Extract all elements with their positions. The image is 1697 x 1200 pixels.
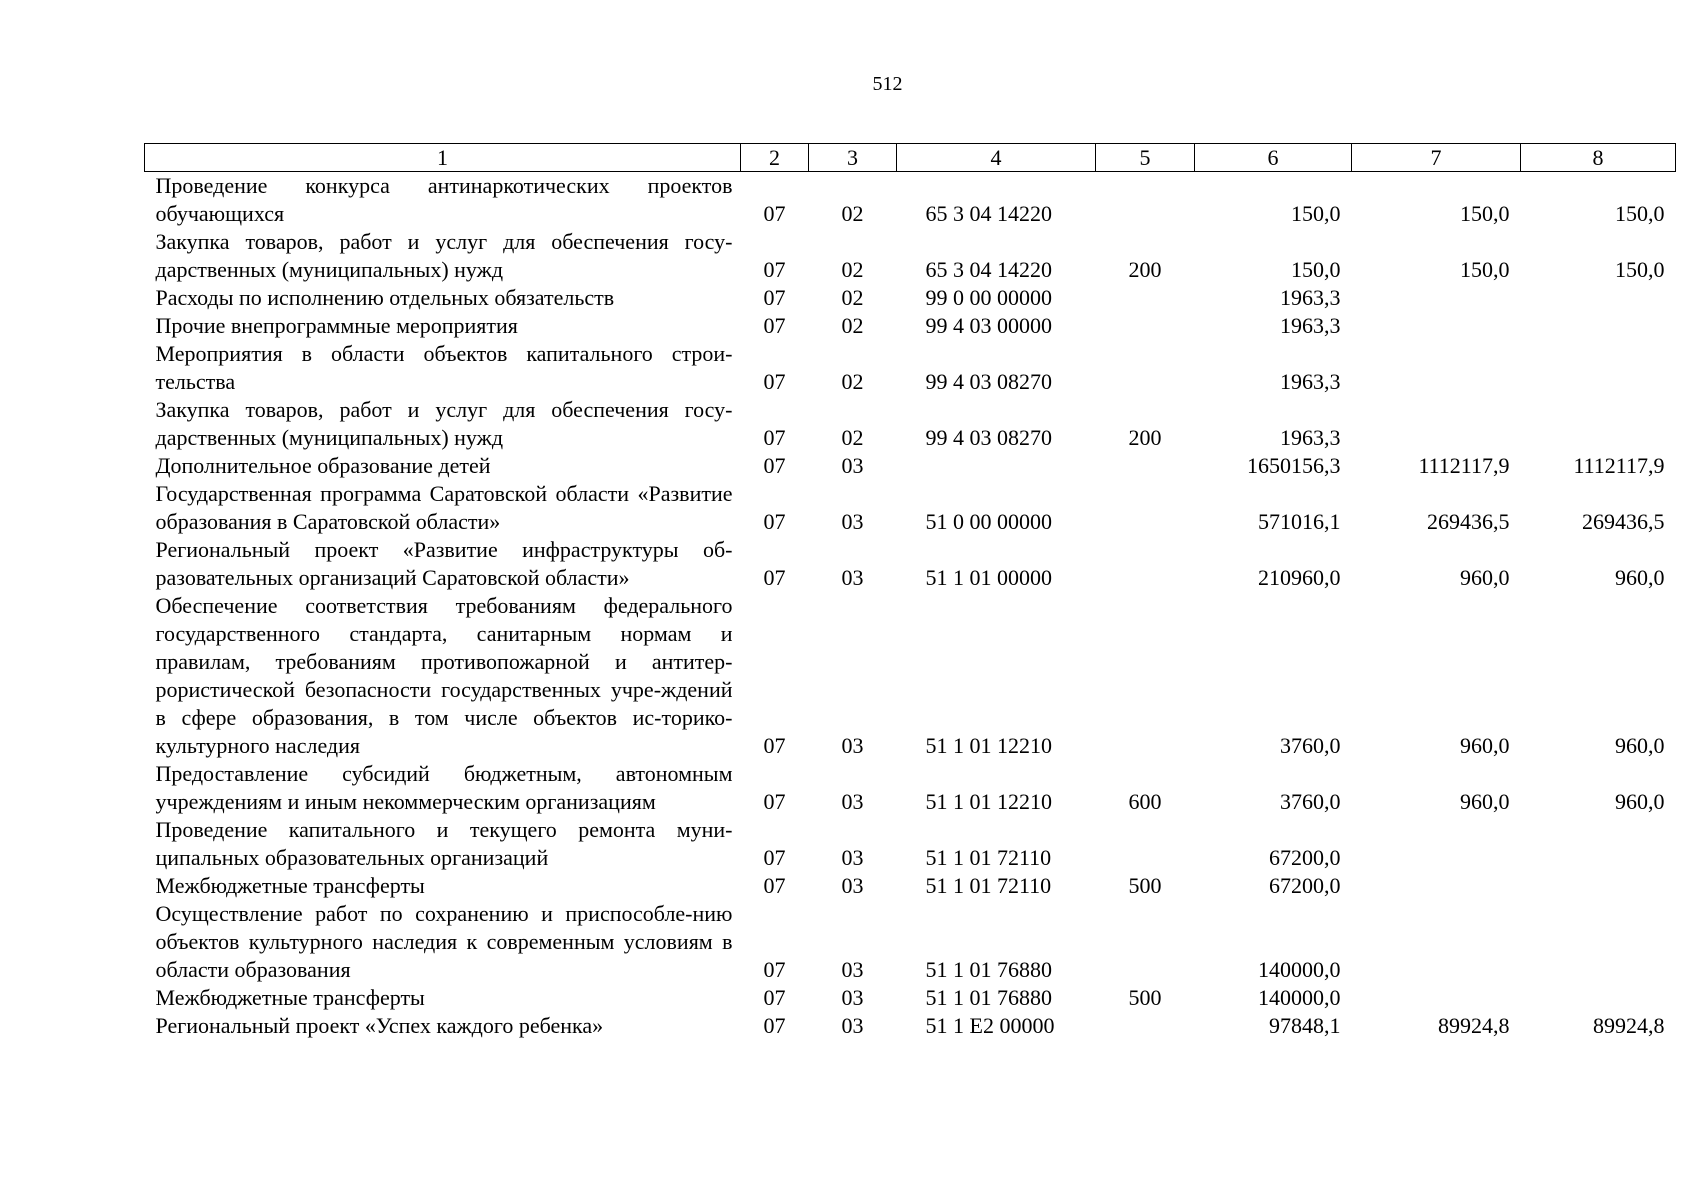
row-subsection: 03 [841,509,864,534]
row-subsection: 02 [841,257,864,282]
row-amount-8 [1521,396,1676,452]
row-target-article: 51 1 01 12210 [925,733,1052,758]
row-description: Закупка товаров, работ и услуг для обеспечения госу-дарственных (муниципальных) нужд [155,397,733,450]
row-expense-type [1096,536,1195,592]
row-amount-6: 67200,0 [1269,873,1341,898]
table-row [145,340,1676,396]
table-row [145,592,1676,760]
table-row [145,452,1676,480]
row-subsection: 02 [841,425,864,450]
row-subsection: 02 [841,369,864,394]
row-amount-7 [1352,284,1521,312]
row-section: 07 [763,201,786,226]
row-amount-8: 960,0 [1615,733,1665,758]
row-description: Межбюджетные трансферты [155,873,425,898]
row-amount-8: 150,0 [1615,201,1665,226]
header-col-1: 1 [145,144,741,172]
row-description: Осуществление работ по сохранению и приспособле-нию объектов культурного наследия к современным условиям в области образования [155,901,733,982]
row-section: 07 [763,509,786,534]
table-row [145,872,1676,900]
table-row [145,228,1676,284]
row-target-article: 51 1 E2 00000 [925,1013,1055,1038]
row-amount-8: 150,0 [1615,257,1665,282]
table-row [145,284,1676,312]
row-subsection: 03 [841,873,864,898]
row-amount-8 [1521,816,1676,872]
row-amount-6: 140000,0 [1258,957,1341,982]
row-amount-7: 150,0 [1460,201,1510,226]
row-section: 07 [763,985,786,1010]
row-subsection: 03 [841,1013,864,1038]
row-expense-type [1096,816,1195,872]
row-amount-6: 1963,3 [1280,425,1341,450]
row-amount-6: 571016,1 [1258,509,1341,534]
row-amount-8 [1521,340,1676,396]
table-header [145,144,1676,172]
row-amount-6: 67200,0 [1269,845,1341,870]
row-amount-8 [1521,984,1676,1012]
row-amount-6: 1963,3 [1280,285,1341,310]
row-target-article: 51 1 01 72110 [925,845,1052,870]
row-subsection: 03 [841,789,864,814]
row-expense-type: 600 [1128,789,1162,814]
row-subsection: 03 [841,985,864,1010]
row-expense-type [1096,312,1195,340]
row-amount-7 [1352,312,1521,340]
row-target-article: 51 1 01 72110 [925,873,1052,898]
row-amount-8: 89924,8 [1593,1013,1665,1038]
row-description: Проведение капитального и текущего ремонта муни-ципальных образовательных организаций [155,817,733,870]
row-amount-7 [1352,340,1521,396]
row-target-article: 99 4 03 08270 [925,425,1052,450]
row-section: 07 [763,453,786,478]
row-target-article: 65 3 04 14220 [925,257,1052,282]
row-amount-7 [1352,396,1521,452]
row-target-article: 51 1 01 76880 [925,985,1052,1010]
row-subsection: 03 [841,565,864,590]
row-expense-type: 200 [1128,257,1162,282]
row-target-article: 99 4 03 00000 [925,313,1052,338]
row-expense-type [1096,592,1195,760]
row-amount-8 [1521,312,1676,340]
row-description: Прочие внепрограммные мероприятия [155,313,518,338]
table-row [145,1012,1676,1040]
header-col-8: 8 [1521,144,1676,172]
table-row [145,536,1676,592]
row-subsection: 03 [841,733,864,758]
row-section: 07 [763,257,786,282]
row-description: Расходы по исполнению отдельных обязательств [155,285,615,310]
table-row [145,312,1676,340]
row-amount-7 [1352,984,1521,1012]
row-expense-type: 500 [1128,873,1162,898]
row-description: Региональный проект «Успех каждого ребенка» [155,1013,604,1038]
row-amount-8: 269436,5 [1582,509,1665,534]
row-expense-type: 200 [1128,425,1162,450]
header-col-7: 7 [1352,144,1521,172]
row-section: 07 [763,313,786,338]
row-section: 07 [763,957,786,982]
row-amount-6: 3760,0 [1280,733,1341,758]
row-description: Проведение конкурса антинаркотических проектов обучающихся [155,173,733,226]
row-section: 07 [763,425,786,450]
header-col-3: 3 [809,144,897,172]
row-amount-7: 150,0 [1460,257,1510,282]
row-target-article: 51 1 01 76880 [925,957,1052,982]
row-amount-6: 150,0 [1291,201,1341,226]
row-expense-type [1096,452,1195,480]
table-row [145,760,1676,816]
row-expense-type [1096,480,1195,536]
row-description: Мероприятия в области объектов капитального строи-тельства [155,341,733,394]
row-amount-8: 1112117,9 [1573,453,1665,478]
row-target-article: 65 3 04 14220 [925,201,1052,226]
row-amount-6: 140000,0 [1258,985,1341,1010]
table-row [145,396,1676,452]
row-amount-6: 1963,3 [1280,369,1341,394]
header-col-2: 2 [741,144,809,172]
row-subsection: 02 [841,313,864,338]
row-amount-6: 150,0 [1291,257,1341,282]
row-description: Региональный проект «Развитие инфраструктуры об-разовательных организаций Саратовской области» [155,537,733,590]
row-subsection: 03 [841,845,864,870]
budget-table [144,143,1676,1040]
table-row [145,900,1676,984]
table-body [145,172,1676,1041]
row-amount-7: 960,0 [1460,733,1510,758]
row-description: Предоставление субсидий бюджетным, автономным учреждениям и иным некоммерческим организациям [155,761,733,814]
row-amount-8 [1521,284,1676,312]
row-amount-7: 1112117,9 [1418,453,1510,478]
row-expense-type [1096,900,1195,984]
row-section: 07 [763,733,786,758]
row-amount-6: 1963,3 [1280,313,1341,338]
row-section: 07 [763,285,786,310]
row-description: Закупка товаров, работ и услуг для обеспечения госу-дарственных (муниципальных) нужд [155,229,733,282]
row-section: 07 [763,1013,786,1038]
page-number: 512 [872,73,903,95]
table-row [145,984,1676,1012]
row-target-article [897,452,1096,480]
row-target-article: 51 1 01 00000 [925,565,1052,590]
row-description: Обеспечение соответствия требованиям федерального государственного стандарта, санитарным нормам и правилам, требованиям противопожарной и антитер-рористической безопасности государственных учре-ждений в сфере образования, в том числе объектов ис-торико-культурного наследия [155,593,733,758]
row-expense-type [1096,284,1195,312]
header-col-6: 6 [1195,144,1352,172]
row-section: 07 [763,565,786,590]
row-target-article: 99 0 00 00000 [925,285,1052,310]
row-expense-type [1096,172,1195,229]
table-row [145,816,1676,872]
row-amount-6: 210960,0 [1258,565,1341,590]
row-amount-7 [1352,900,1521,984]
row-amount-7: 269436,5 [1427,509,1510,534]
table-row [145,172,1676,229]
row-amount-7 [1352,872,1521,900]
row-amount-8: 960,0 [1615,789,1665,814]
row-target-article: 99 4 03 08270 [925,369,1052,394]
row-expense-type [1096,1012,1195,1040]
row-amount-7: 960,0 [1460,565,1510,590]
row-description: Межбюджетные трансферты [155,985,425,1010]
header-col-4: 4 [897,144,1096,172]
row-amount-6: 97848,1 [1269,1013,1341,1038]
row-section: 07 [763,369,786,394]
row-description: Дополнительное образование детей [155,453,491,478]
header-col-5: 5 [1096,144,1195,172]
row-subsection: 02 [841,285,864,310]
row-subsection: 03 [841,957,864,982]
row-amount-7: 89924,8 [1438,1013,1510,1038]
table-row [145,480,1676,536]
row-amount-8 [1521,900,1676,984]
row-section: 07 [763,873,786,898]
row-section: 07 [763,789,786,814]
row-amount-8 [1521,872,1676,900]
row-subsection: 03 [841,453,864,478]
row-amount-6: 1650156,3 [1247,453,1341,478]
row-amount-6: 3760,0 [1280,789,1341,814]
row-expense-type [1096,340,1195,396]
row-amount-7: 960,0 [1460,789,1510,814]
row-section: 07 [763,845,786,870]
row-description: Государственная программа Саратовской области «Развитие образования в Саратовской области» [155,481,733,534]
row-subsection: 02 [841,201,864,226]
row-expense-type: 500 [1128,985,1162,1010]
row-amount-8: 960,0 [1615,565,1665,590]
row-target-article: 51 0 00 00000 [925,509,1052,534]
row-target-article: 51 1 01 12210 [925,789,1052,814]
row-amount-7 [1352,816,1521,872]
header-row [145,144,1676,172]
